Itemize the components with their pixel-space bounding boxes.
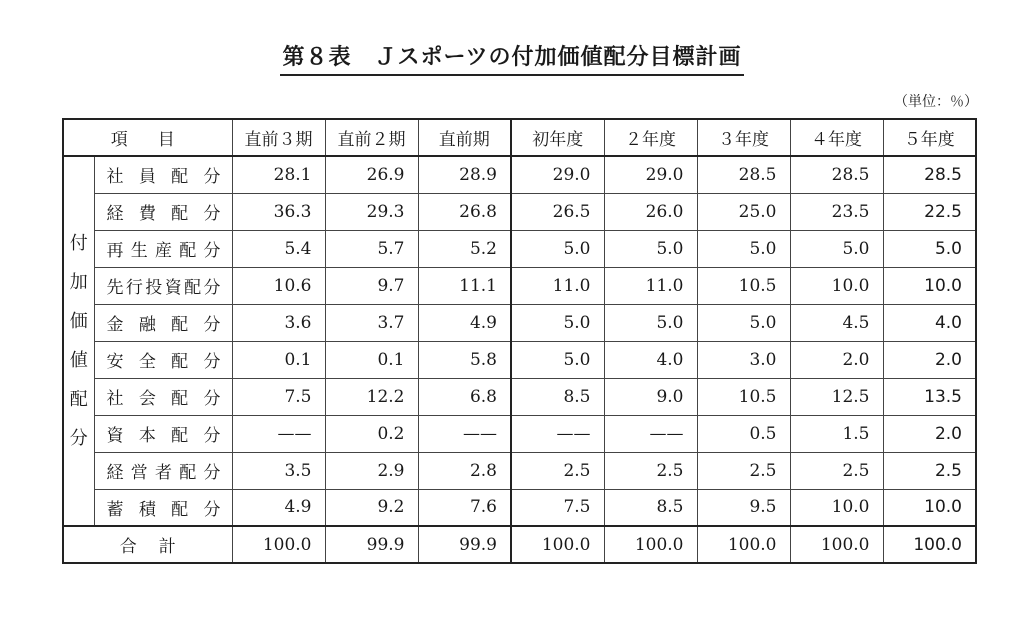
table-cell: 2.8 [418, 452, 511, 489]
table-row [63, 341, 976, 378]
table-cell: 9.5 [697, 489, 790, 526]
group-label-char: 付 [69, 233, 88, 254]
table-cell: 28.1 [232, 156, 325, 193]
table-cell: 7.5 [511, 489, 604, 526]
unit-note: （単位：％） [894, 94, 978, 110]
row-label: 金融配分 [94, 304, 232, 341]
table-cell: 10.0 [790, 489, 883, 526]
table-cell: 29.0 [604, 156, 697, 193]
header-col: 直前２期 [325, 119, 418, 156]
row-label: 社会配分 [94, 378, 232, 415]
table-row [63, 304, 976, 341]
table-cell: 26.5 [511, 193, 604, 230]
table-cell: 9.7 [325, 267, 418, 304]
table-cell: 3.0 [697, 341, 790, 378]
table-cell: 10.0 [790, 267, 883, 304]
table-cell: 4.0 [604, 341, 697, 378]
table-cell: 23.5 [790, 193, 883, 230]
total-label: 合計 [63, 526, 232, 563]
group-label-char: 分 [69, 428, 88, 449]
table-cell: 5.8 [418, 341, 511, 378]
table-cell: 28.9 [418, 156, 511, 193]
table-row [63, 452, 976, 489]
row-label: 資本配分 [94, 415, 232, 452]
table-cell: 100.0 [604, 526, 697, 563]
table-cell: 8.5 [604, 489, 697, 526]
header-col: 直前３期 [232, 119, 325, 156]
header-col: ４年度 [790, 119, 883, 156]
table-cell: 11.0 [511, 267, 604, 304]
row-label: 先行投資配分 [94, 267, 232, 304]
header-col: ３年度 [697, 119, 790, 156]
table-cell: 13.5 [883, 378, 976, 415]
group-label-char: 配 [69, 389, 88, 410]
table-cell: 0.1 [325, 341, 418, 378]
table-cell: 4.0 [883, 304, 976, 341]
table-cell: 10.0 [883, 489, 976, 526]
table-cell: 22.5 [883, 193, 976, 230]
table-cell: 5.0 [697, 230, 790, 267]
table-cell: 7.6 [418, 489, 511, 526]
table-cell: 2.0 [790, 341, 883, 378]
table-cell: 99.9 [325, 526, 418, 563]
table-cell: 5.0 [697, 304, 790, 341]
table-cell: 4.9 [418, 304, 511, 341]
table-cell: 100.0 [511, 526, 604, 563]
table-cell: 26.8 [418, 193, 511, 230]
table-cell: 5.0 [511, 230, 604, 267]
table-cell: 0.2 [325, 415, 418, 452]
table-cell: 10.5 [697, 267, 790, 304]
header-item: 項目 [63, 119, 232, 156]
table-cell: 2.5 [697, 452, 790, 489]
table-cell: 29.3 [325, 193, 418, 230]
row-label: 安全配分 [94, 341, 232, 378]
table-cell: 6.8 [418, 378, 511, 415]
table-row [63, 415, 976, 452]
row-label: 経営者配分 [94, 452, 232, 489]
table-cell: 100.0 [697, 526, 790, 563]
table-cell: 1.5 [790, 415, 883, 452]
table-cell: 26.9 [325, 156, 418, 193]
row-label: 再生産配分 [94, 230, 232, 267]
table-cell: 2.5 [883, 452, 976, 489]
row-label: 経費配分 [94, 193, 232, 230]
table-cell: 0.1 [232, 341, 325, 378]
table-cell: 5.0 [604, 230, 697, 267]
table-cell: 11.1 [418, 267, 511, 304]
table-cell: 28.5 [790, 156, 883, 193]
table-cell: 3.7 [325, 304, 418, 341]
group-label-char: 値 [69, 350, 88, 371]
value-allocation-table [62, 118, 977, 564]
table-cell: 5.0 [604, 304, 697, 341]
row-label: 蓄積配分 [94, 489, 232, 526]
header-col: 初年度 [511, 119, 604, 156]
table-row [63, 378, 976, 415]
group-label [63, 156, 94, 526]
table-cell: 2.0 [883, 415, 976, 452]
table-cell: 28.5 [697, 156, 790, 193]
table-cell: 36.3 [232, 193, 325, 230]
table-cell: 5.0 [883, 230, 976, 267]
group-label-char: 価 [69, 311, 88, 332]
header-col: ５年度 [883, 119, 976, 156]
table-cell: 3.5 [232, 452, 325, 489]
table-cell: 9.2 [325, 489, 418, 526]
row-label: 社員配分 [94, 156, 232, 193]
table-cell: 0.5 [697, 415, 790, 452]
table-cell: 10.6 [232, 267, 325, 304]
table-cell: 5.7 [325, 230, 418, 267]
table-cell: 2.5 [511, 452, 604, 489]
table-cell: 2.0 [883, 341, 976, 378]
group-label-char: 加 [69, 272, 88, 293]
table-row [63, 156, 976, 193]
table-cell: 10.5 [697, 378, 790, 415]
table-cell: 5.0 [790, 230, 883, 267]
table-cell: 3.6 [232, 304, 325, 341]
table-cell: 9.0 [604, 378, 697, 415]
table-cell: 5.2 [418, 230, 511, 267]
table-cell: —— [418, 415, 511, 452]
table-cell: 29.0 [511, 156, 604, 193]
table-cell: 11.0 [604, 267, 697, 304]
table-cell: 100.0 [232, 526, 325, 563]
table-row [63, 193, 976, 230]
table-title: 第８表 Ｊスポーツの付加価値配分目標計画 [0, 40, 1024, 76]
table-cell: —— [604, 415, 697, 452]
header-col: 直前期 [418, 119, 511, 156]
table-cell: 28.5 [883, 156, 976, 193]
table-cell: 5.0 [511, 341, 604, 378]
table-cell: 2.5 [604, 452, 697, 489]
header-row [63, 119, 976, 156]
table-cell: —— [232, 415, 325, 452]
table-cell: 99.9 [418, 526, 511, 563]
table-cell: 100.0 [790, 526, 883, 563]
table-cell: 8.5 [511, 378, 604, 415]
table-cell: 7.5 [232, 378, 325, 415]
table-cell: —— [511, 415, 604, 452]
table-cell: 4.5 [790, 304, 883, 341]
table-cell: 5.0 [511, 304, 604, 341]
table-row [63, 489, 976, 526]
header-col: ２年度 [604, 119, 697, 156]
table-cell: 5.4 [232, 230, 325, 267]
table-cell: 2.9 [325, 452, 418, 489]
table-cell: 10.0 [883, 267, 976, 304]
table-cell: 12.5 [790, 378, 883, 415]
table-cell: 2.5 [790, 452, 883, 489]
table-row [63, 267, 976, 304]
table-cell: 26.0 [604, 193, 697, 230]
table-cell: 4.9 [232, 489, 325, 526]
table-cell: 100.0 [883, 526, 976, 563]
table-cell: 12.2 [325, 378, 418, 415]
total-row [63, 526, 976, 563]
table-cell: 25.0 [697, 193, 790, 230]
table-row [63, 230, 976, 267]
